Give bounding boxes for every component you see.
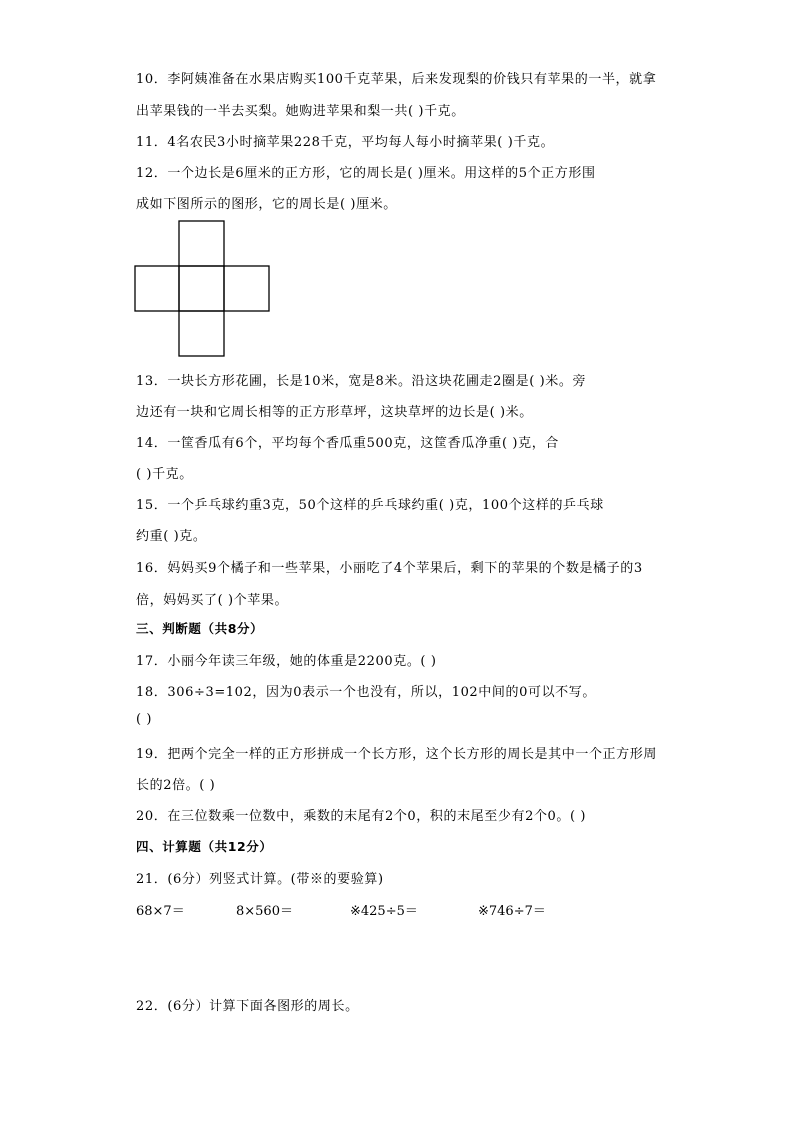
q18-line1: 18．306÷3=102，因为0表示一个也没有，所以，102中间的0可以不写。 [136, 685, 596, 700]
cross-shape-figure [134, 220, 272, 358]
q14-line2: ( )千克。 [136, 467, 193, 482]
q15-line1: 15．一个乒乓球约重3克，50个这样的乒乓球约重( )克，100个这样的乒乓球 [136, 498, 604, 513]
q17-line1: 17．小丽今年读三年级，她的体重是2200克。( ) [136, 654, 437, 669]
q16-line2: 倍，妈妈买了( )个苹果。 [136, 593, 289, 608]
square-top [179, 221, 224, 266]
q20-line1: 20．在三位数乘一位数中，乘数的末尾有2个0，积的末尾至少有2个0。( ) [136, 809, 587, 824]
square-bottom [179, 311, 224, 356]
section3-title: 三、判断题（共8分） [136, 621, 264, 636]
square-center [179, 266, 224, 311]
q21-line1: 21．(6分）列竖式计算。(带※的要验算) [136, 872, 384, 887]
section4-title: 四、计算题（共12分） [136, 839, 273, 854]
q14-line1: 14．一筐香瓜有6个，平均每个香瓜重500克，这筐香瓜净重( )克，合 [136, 436, 559, 451]
q19-line1: 19．把两个完全一样的正方形拼成一个长方形，这个长方形的周长是其中一个正方形周 [136, 747, 657, 762]
q13-line2: 边还有一块和它周长相等的正方形草坪，这块草坪的边长是( )米。 [136, 405, 533, 420]
q11-line1: 11．4名农民3小时摘苹果228千克，平均每人每小时摘苹果( )千克。 [136, 135, 555, 150]
q18-line2: ( ) [136, 712, 153, 727]
calc-item: 68×7＝ [136, 904, 185, 919]
q13-line1: 13．一块长方形花圃，长是10米，宽是8米。沿这块花圃走2圈是( )米。旁 [136, 374, 587, 389]
q12-line1: 12．一个边长是6厘米的正方形，它的周长是( )厘米。用这样的5个正方形围 [136, 166, 596, 181]
q12-line2: 成如下图所示的图形，它的周长是( )厘米。 [136, 197, 397, 212]
q19-line2: 长的2倍。( ) [136, 778, 216, 793]
q16-line1: 16．妈妈买9个橘子和一些苹果，小丽吃了4个苹果后，剩下的苹果的个数是橘子的3 [136, 561, 643, 576]
square-right [224, 266, 269, 311]
calc-item: ※746÷7＝ [478, 904, 546, 919]
calc-item: ※425÷5＝ [350, 904, 418, 919]
square-left [135, 266, 179, 311]
calc-item: 8×560＝ [236, 904, 293, 919]
q10-line1: 10．李阿姨准备在水果店购买100千克苹果，后来发现梨的价钱只有苹果的一半，就拿 [136, 72, 657, 87]
q10-line2: 出苹果钱的一半去买梨。她购进苹果和梨一共( )千克。 [136, 104, 465, 119]
q21-items [0, 900, 794, 920]
q15-line2: 约重( )克。 [136, 529, 207, 544]
q22-line1: 22．(6分）计算下面各图形的周长。 [136, 999, 359, 1014]
